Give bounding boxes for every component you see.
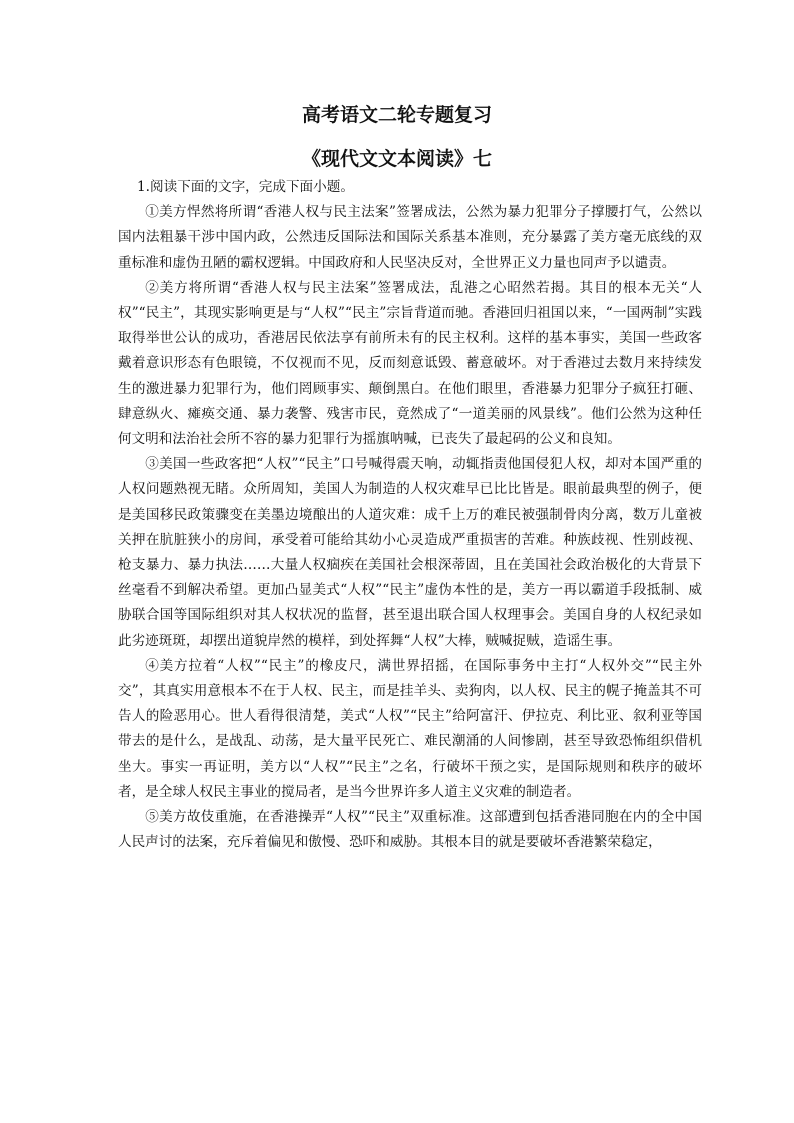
document-body — [118, 175, 702, 855]
paragraph-2: ②美方将所谓“香港人权与民主法案”签署成法，乱港之心昭然若揭。其目的根本无关“人权”“民主”，其现实影响更是与“人权”“民主”宗旨背道而驰。香港回归祖国以来，“一国两制”实践取得举世公认的成功，香港居民依法享有前所未有的民主权利。这样的基本事实，美国一些政客戴着意识形态有色眼镜，不仅视而不见，反而刻意诋毁、蓄意破坏。对于香港过去数月来持续发生的激进暴力犯罪行为，他们罔顾事实、颠倒黑白。在他们眼里，香港暴力犯罪分子疯狂打砸、肆意纵火、瘫痪交通、暴力袭警、残害市民，竟然成了“一道美丽的风景线”。他们公然为这种任何文明和法治社会所不容的暴力犯罪行为摇旗呐喊，已丧失了最起码的公义和良知。 — [118, 279, 702, 448]
paragraph-1: ①美方悍然将所谓“香港人权与民主法案”签署成法，公然为暴力犯罪分子撑腰打气，公然以国内法粗暴干涉中国内政，公然违反国际法和国际关系基本准则，充分暴露了美方毫无底线的双重标准和虚伪丑陋的霸权逻辑。中国政府和人民坚决反对，全世界正义力量也同声予以谴责。 — [118, 204, 702, 271]
paragraph-4: ④美方拉着“人权”“民主”的橡皮尺，满世界招摇，在国际事务中主打“人权外交”“民主外交”，其真实用意根本不在于人权、民主，而是挂羊头、卖狗肉，以人权、民主的幌子掩盖其不可告人的险恶用心。世人看得很清楚，美式“人权”“民主”给阿富汗、伊拉克、利比亚、叙利亚等国带去的是什么，是战乱、动荡，是大量平民死亡、难民潮涌的人间惨剧，甚至导致恐怖组织借机坐大。事实一再证明，美方以“人权”“民主”之名，行破坏干预之实，是国际规则和秩序的破坏者，是全球人权民主事业的搅局者，是当今世界许多人道主义灾难的制造者。 — [118, 657, 702, 800]
document-title: 高考语文二轮专题复习 — [301, 104, 492, 126]
document-subtitle: 《现代文文本阅读》七 — [301, 148, 492, 170]
paragraph-5: ⑤美方故伎重施，在香港操弄“人权”“民主”双重标准。这部遭到包括香港同胞在内的全中国人民声讨的法案，充斥着偏见和傲慢、恐吓和威胁。其根本目的就是要破坏香港繁荣稳定， — [118, 809, 702, 851]
question-instruction: 1.阅读下面的文字，完成下面小题。 — [137, 179, 354, 195]
paragraph-3: ③美国一些政客把“人权”“民主”口号喊得震天响，动辄指责他国侵犯人权，却对本国严重的人权问题熟视无睹。众所周知，美国人为制造的人权灾难早已比比皆是。眼前最典型的例子，便是美国移民政策骤变在美墨边境酿出的人道灾难：成千上万的难民被强制骨肉分离，数万儿童被关押在肮脏狭小的房间，承受着可能给其幼小心灵造成严重损害的苦难。种族歧视、性别歧视、枪支暴力、暴力执法……大量人权痼疾在美国社会根深蒂固，且在美国社会政治极化的大背景下丝毫看不到解决希望。更加凸显美式“人权”“民主”虚伪本性的是，美方一再以霸道手段抵制、威胁联合国等国际组织对其人权状况的监督，甚至退出联合国人权理事会。美国自身的人权纪录如此劣迹斑斑，却摆出道貌岸然的模样，到处挥舞“人权”大棒，贼喊捉贼，造谣生事。 — [118, 456, 702, 649]
